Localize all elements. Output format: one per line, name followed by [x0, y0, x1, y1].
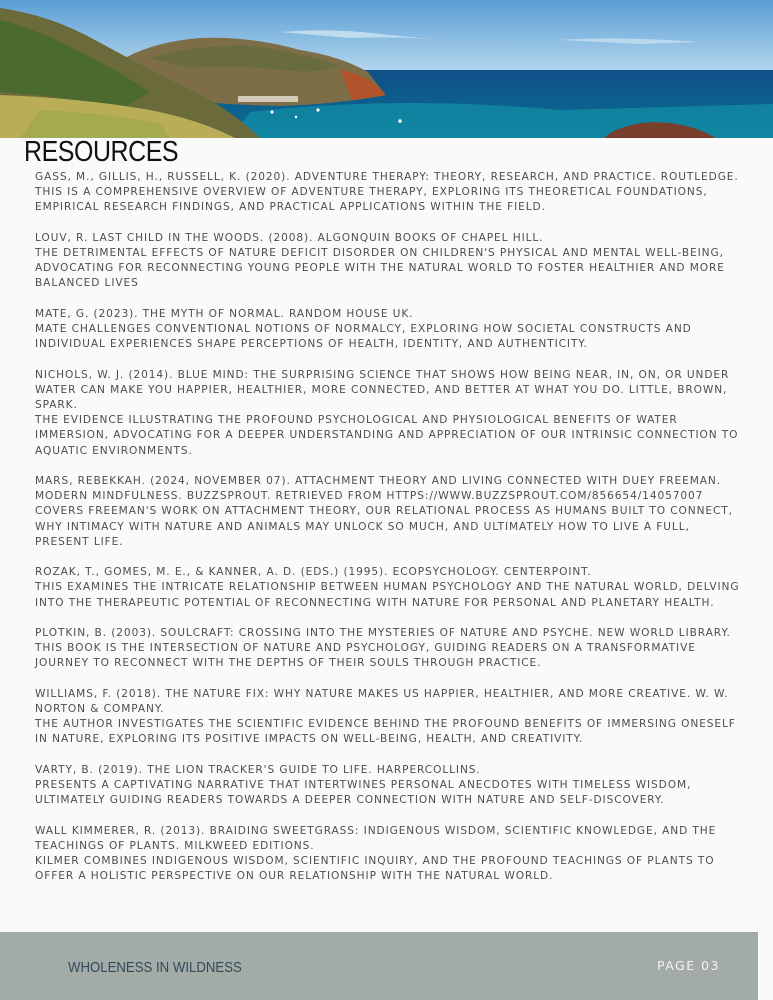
reference-item: [35, 763, 740, 809]
reference-item: [35, 626, 740, 672]
reference-citation: VARTY, B. (2019). THE LION TRACKER'S GUIDE TO LIFE. HARPERCOLLINS.: [35, 763, 481, 776]
reference-item: [35, 170, 740, 216]
reference-annotation: PRESENTS A CAPTIVATING NARRATIVE THAT INTERTWINES PERSONAL ANECDOTES WITH TIMELESS WISDOM, ULTIMATELY GUIDING READERS TOWARDS A DEEPER CONNECTION WITH NATURE AND SELF-DISCOVERY.: [35, 779, 692, 807]
reference-annotation: THE EVIDENCE ILLUSTRATING THE PROFOUND PSYCHOLOGICAL AND PHYSIOLOGICAL BENEFITS OF WATER IMMERSION, ADVOCATING FOR A DEEPER UNDERSTANDING AND APPRECIATION OF OUR INTRINSIC CONNECTION TO AQUATIC ENVIRONMENTS.: [35, 414, 739, 457]
reference-citation: MARS, REBEKKAH. (2024, NOVEMBER 07). ATTACHMENT THEORY AND LIVING CONNECTED WITH DUEY FREEMAN. MODERN MINDFULNESS. BUZZSPROUT. RETRIEVED FROM HTTPS://WWW.BUZZSPROUT.COM/856654/14057007: [35, 475, 722, 503]
reference-citation: PLOTKIN, B. (2003). SOULCRAFT: CROSSING INTO THE MYSTERIES OF NATURE AND PSYCHE. NEW WORLD LIBRARY.: [35, 627, 731, 639]
reference-annotation: THE AUTHOR INVESTIGATES THE SCIENTIFIC EVIDENCE BEHIND THE PROFOUND BENEFITS OF IMMERSING ONESELF IN NATURE, EXPLORING ITS POSITIVE IMPACTS ON WELL-BEING, HEALTH, AND CREATIVITY.: [35, 718, 736, 746]
reference-citation: WALL KIMMERER, R. (2013). BRAIDING SWEETGRASS: INDIGENOUS WISDOM, SCIENTIFIC KNOWLEDGE, AND THE TEACHINGS OF PLANTS. MILKWEED EDITIONS.: [35, 824, 717, 852]
footer-brand: WHOLENESS IN WILDNESS: [68, 959, 242, 976]
reference-item: [35, 307, 740, 353]
page-number: PAGE 03: [656, 958, 720, 973]
reference-item: [35, 231, 740, 292]
reference-annotation: THIS EXAMINES THE INTRICATE RELATIONSHIP BETWEEN HUMAN PSYCHOLOGY AND THE NATURAL WORLD, DELVING INTO THE THERAPEUTIC POTENTIAL OF RECONNECTING WITH NATURE FOR PERSONAL AND PLANETARY HEALTH.: [35, 581, 740, 609]
reference-annotation: THIS BOOK IS THE INTERSECTION OF NATURE AND PSYCHOLOGY, GUIDING READERS ON A TRANSFORMATIVE JOURNEY TO RECONNECT WITH THE DEPTHS OF THEIR SOULS THROUGH PRACTICE.: [35, 642, 696, 670]
reference-citation: MATE, G. (2023). THE MYTH OF NORMAL. RANDOM HOUSE UK.: [35, 307, 414, 320]
reference-list: [35, 170, 740, 900]
reference-annotation: KILMER COMBINES INDIGENOUS WISDOM, SCIENTIFIC INQUIRY, AND THE PROFOUND TEACHINGS OF PLANTS TO OFFER A HOLISTIC PERSPECTIVE ON OUR RELATIONSHIP WITH THE NATURAL WORLD.: [35, 855, 715, 883]
page-footer: [0, 932, 758, 1000]
reference-item: [35, 687, 740, 748]
coastal-bay-photo: [0, 0, 773, 138]
page-title: RESOURCES: [24, 136, 179, 168]
reference-citation: ROZAK, T., GOMES, M. E., & KANNER, A. D. (EDS.) (1995). ECOPSYCHOLOGY. CENTERPOINT.: [35, 566, 592, 579]
reference-annotation: THE DETRIMENTAL EFFECTS OF NATURE DEFICIT DISORDER ON CHILDREN'S PHYSICAL AND MENTAL WELL-BEING, ADVOCATING FOR RECONNECTING YOUNG PEOPLE WITH THE NATURAL WORLD TO FOSTER HEALTHIER AND MORE BALANCED LIVES: [35, 247, 725, 290]
reference-citation: WILLIAMS, F. (2018). THE NATURE FIX: WHY NATURE MAKES US HAPPIER, HEALTHIER, AND MORE CREATIVE. W. W. NORTON & COMPANY.: [35, 687, 729, 715]
reference-annotation: COVERS FREEMAN'S WORK ON ATTACHMENT THEORY, OUR RELATIONAL PROCESS AS HUMANS BUILT TO CONNECT, WHY INTIMACY WITH NATURE AND ANIMALS MAY UNLOCK SO MUCH, AND ULTIMATELY HOW TO LIVE A FULL, PRESENT LIFE.: [35, 505, 733, 548]
reference-item: [35, 824, 740, 885]
reference-citation: NICHOLS, W. J. (2014). BLUE MIND: THE SURPRISING SCIENCE THAT SHOWS HOW BEING NEAR, IN, ON, OR UNDER WATER CAN MAKE YOU HAPPIER, HEALTHIER, MORE CONNECTED, AND BETTER AT WHAT YOU DO. LITTLE, BROWN, SPARK.: [35, 368, 730, 411]
reference-annotation: MATE CHALLENGES CONVENTIONAL NOTIONS OF NORMALCY, EXPLORING HOW SOCIETAL CONSTRUCTS AND INDIVIDUAL EXPERIENCES SHAPE PERCEPTIONS OF HEALTH, IDENTITY, AND AUTHENTICITY.: [35, 323, 692, 351]
reference-item: [35, 565, 740, 611]
reference-item: [35, 474, 740, 550]
reference-item: [35, 368, 740, 459]
reference-citation: LOUV, R. LAST CHILD IN THE WOODS. (2008). ALGONQUIN BOOKS OF CHAPEL HILL.: [35, 231, 544, 244]
header-photo: [0, 0, 773, 138]
reference-annotation: THIS IS A COMPREHENSIVE OVERVIEW OF ADVENTURE THERAPY, EXPLORING ITS THEORETICAL FOUNDATIONS, EMPIRICAL RESEARCH FINDINGS, AND PRACTICAL APPLICATIONS WITHIN THE FIELD.: [35, 186, 708, 214]
reference-citation: GASS, M., GILLIS, H., RUSSELL, K. (2020). ADVENTURE THERAPY: THEORY, RESEARCH, AND PRACTICE. ROUTLEDGE.: [35, 171, 739, 183]
